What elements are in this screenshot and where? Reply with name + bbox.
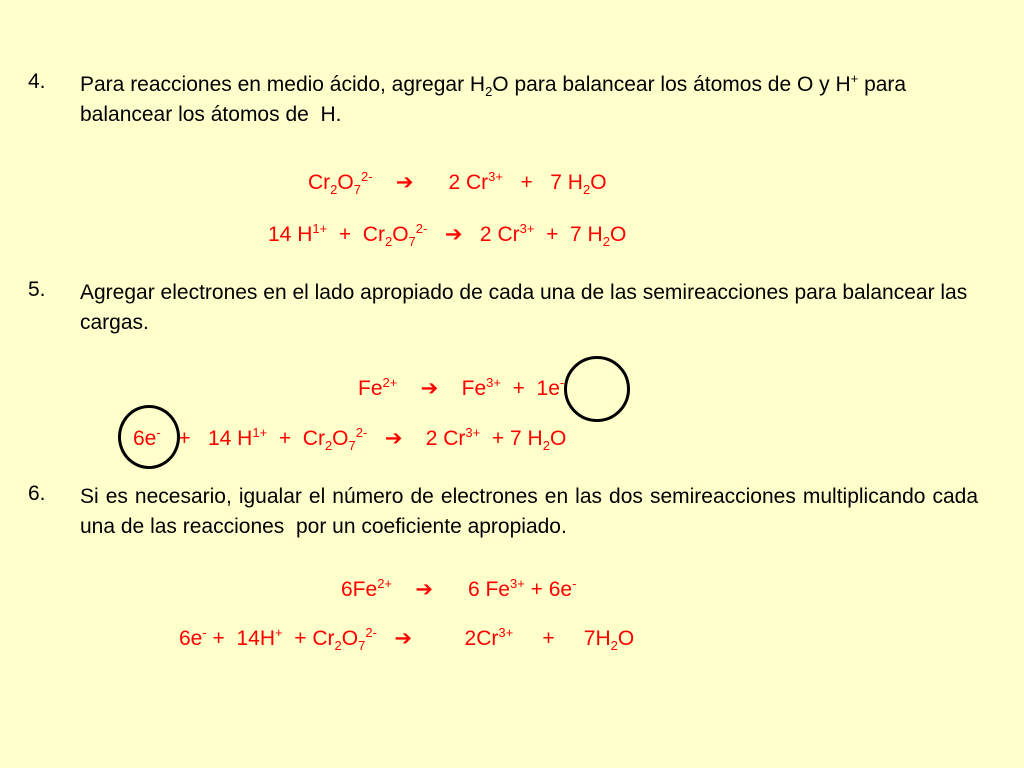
equation-dichromate-final: $6e^- + 14H^+ + Cr_2O_7^{2-}$ ➔ $2Cr^{3+}$ + $7H_2O$ xyxy=(179,625,635,653)
step-4-text: Para reacciones en medio ácido, agregar $H_2O$ para balancear los átomos de O y H+ para balancear los átomos de H. xyxy=(80,71,907,126)
equation-dichromate-balanced-h: 14 $H^{1+} + Cr_2O_7^{2-}$ ➔ 2 $Cr^{3+} + 7$ $H_2O$ xyxy=(268,221,627,249)
step-6-text: Si es necesario, igualar el número de electrones en las dos semireacciones multiplicando cada una de las reacciones por un coeficiente apropiado. xyxy=(80,485,978,538)
equation-dichromate-half: $Cr_2O_7^{2-}$ ➔ 2 $Cr^{3+} + 7$ $H_2O$ xyxy=(308,169,607,197)
equation-iron-half: $Fe^{2+}$ ➔ $Fe^{3+} + 1e^-$ xyxy=(358,375,565,400)
equation-iron-multiplied: $6Fe^{2+}$ ➔ 6 $Fe^{3+} + 6e^-$ xyxy=(341,576,577,601)
electron-highlight-circle-iron xyxy=(564,356,630,422)
step-5-number: 5. xyxy=(28,278,46,301)
step-5-text: Agregar electrones en el lado apropiado de cada una de las semireacciones para balancear las cargas. xyxy=(80,281,968,334)
equation-dichromate-with-electrons: 6e- + 14 $H^{1+} + Cr_2O_7^{2-}$ ➔ 2 $Cr^{3+} + 7$ $H_2O$ xyxy=(133,425,567,453)
step-4-number: 4. xyxy=(28,70,46,93)
step-6-number: 6. xyxy=(28,482,46,505)
